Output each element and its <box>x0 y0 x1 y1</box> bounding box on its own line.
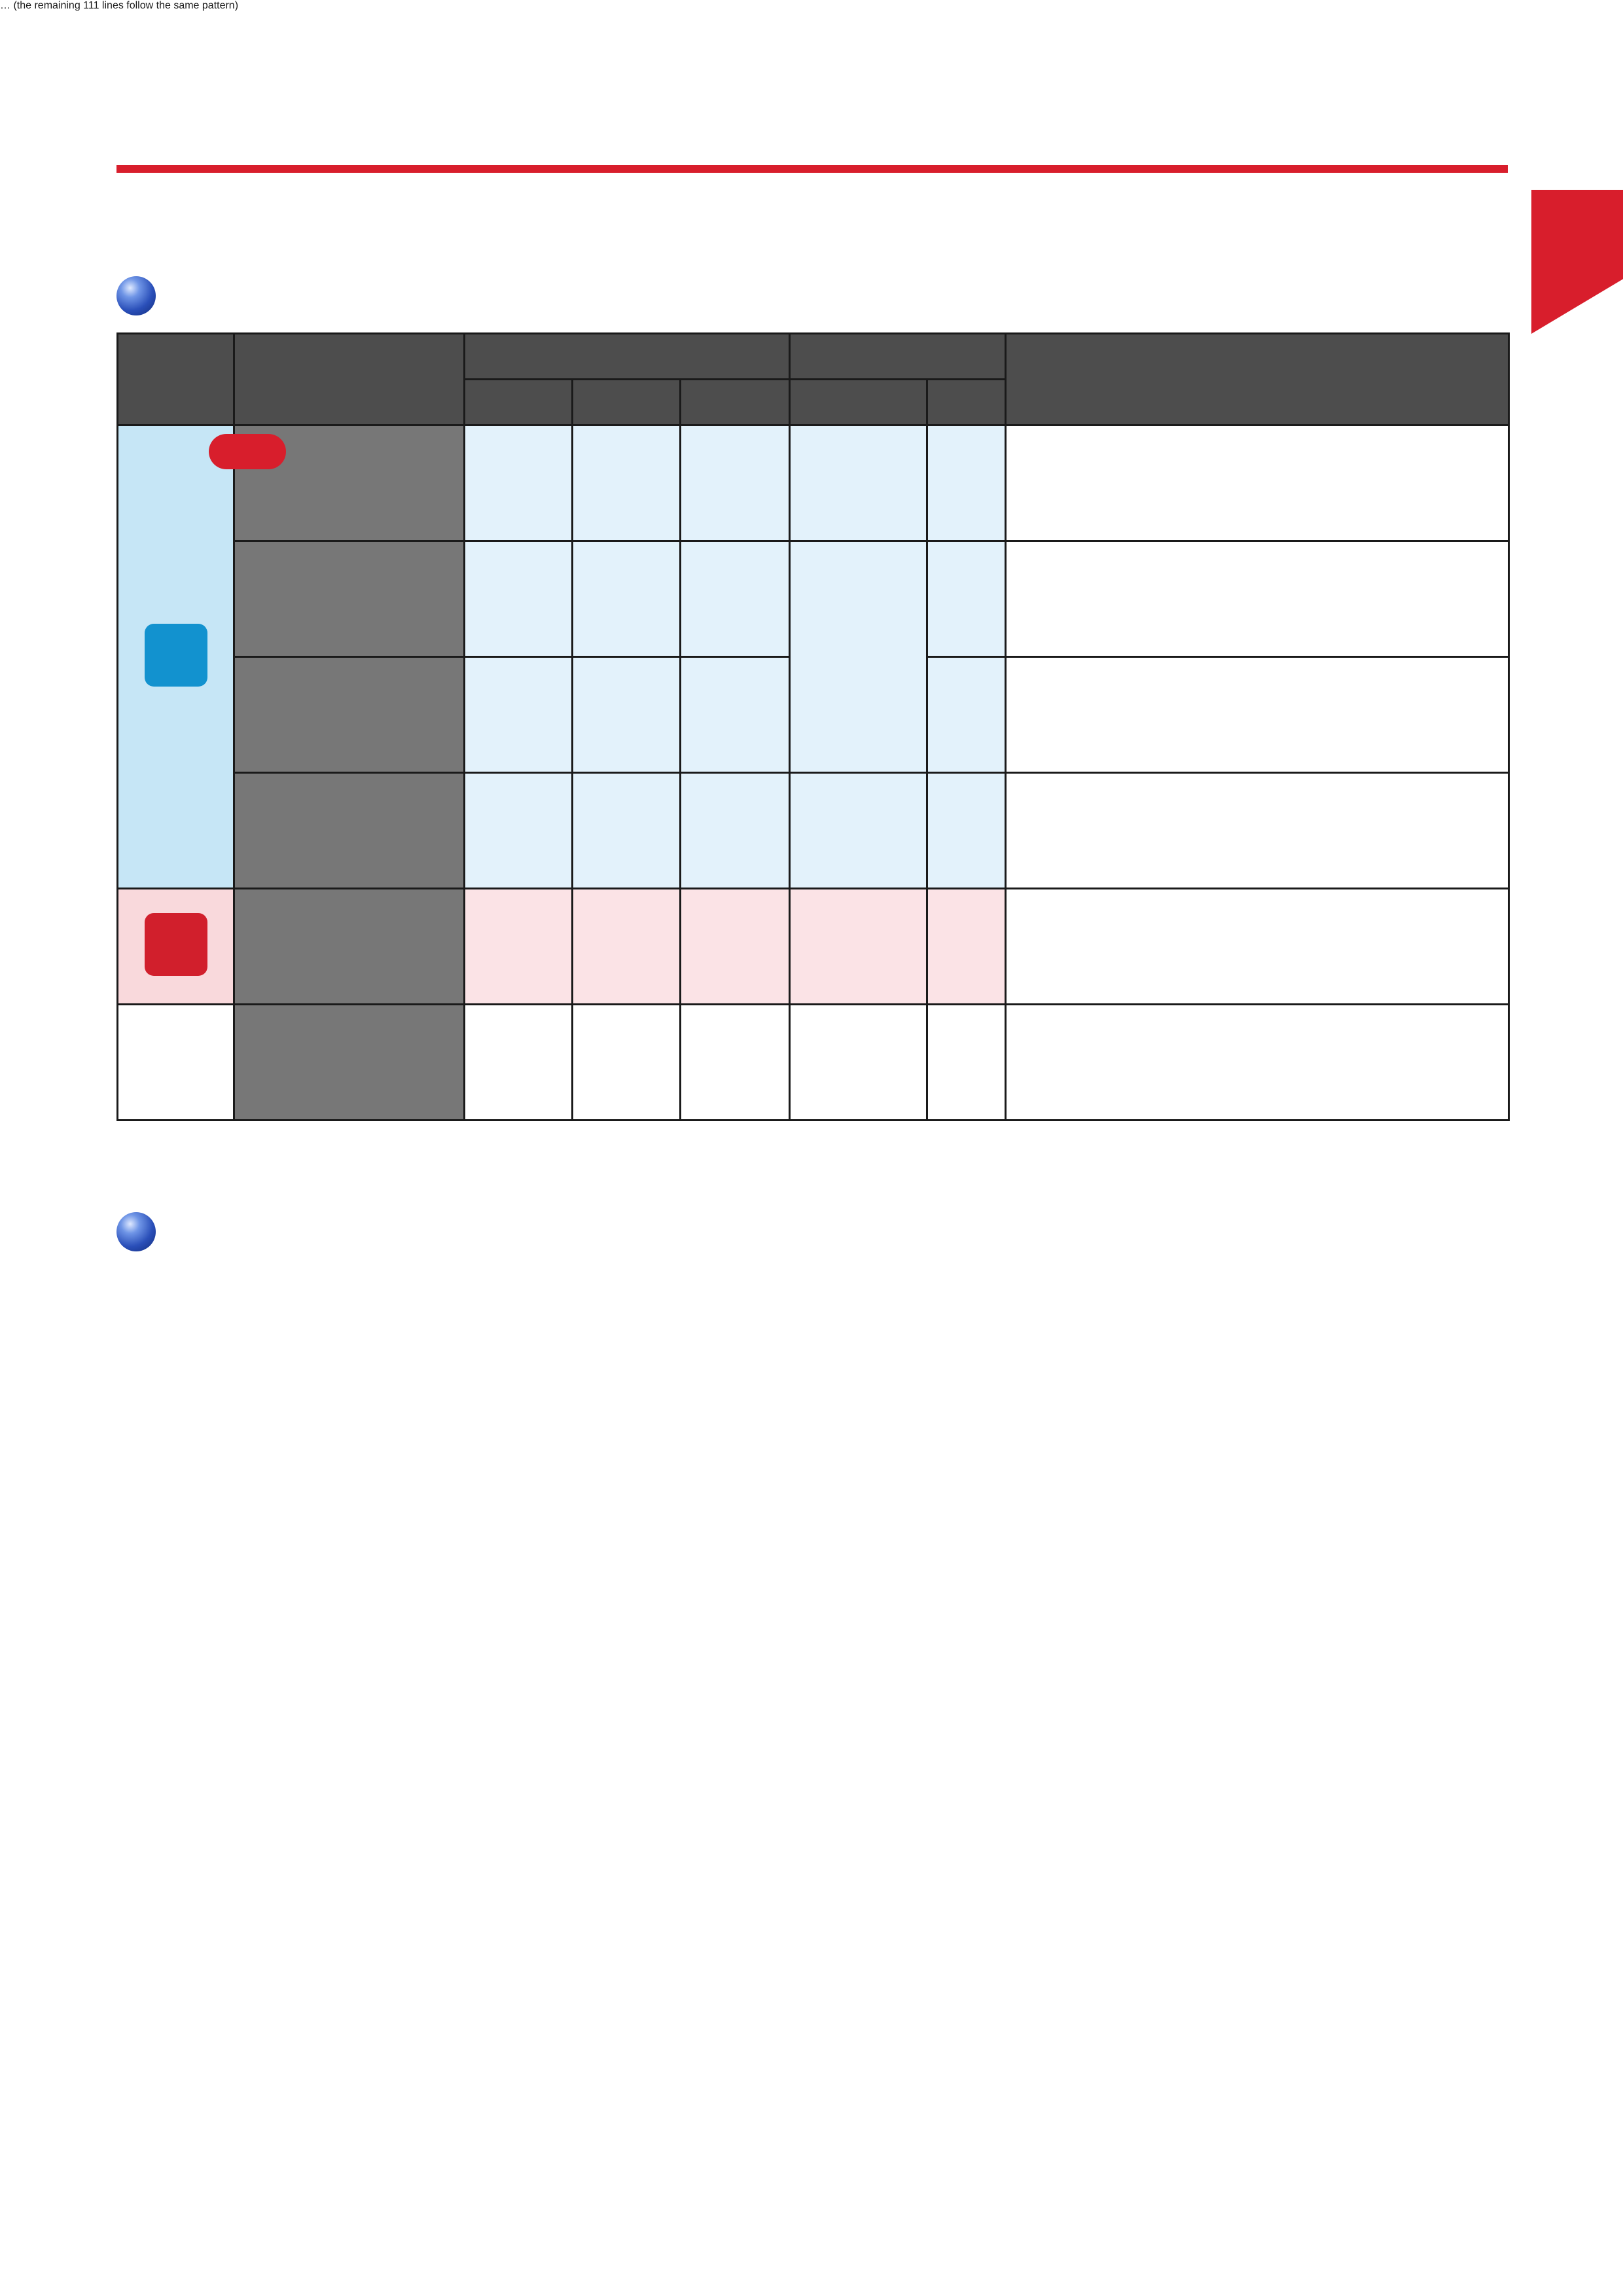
hardness-cell <box>573 541 681 657</box>
grade-cell <box>234 773 465 889</box>
header-application <box>118 334 234 425</box>
density-cell <box>465 889 573 1005</box>
table-row <box>118 425 1509 541</box>
section-title-uncoated <box>116 1211 164 1253</box>
thickness-cell <box>927 889 1006 1005</box>
header-base <box>465 334 790 380</box>
thickness-cell <box>927 657 1006 773</box>
application-cast-iron <box>118 889 234 1005</box>
thickness-cell <box>927 1005 1006 1121</box>
new-badge-icon <box>209 434 286 469</box>
header-thickness <box>927 380 1006 425</box>
tech-desc <box>1006 541 1509 657</box>
tech-desc <box>1006 1005 1509 1121</box>
hardness-cell <box>573 657 681 773</box>
blue-bullet-icon <box>116 276 156 315</box>
section-title-coated <box>116 275 164 317</box>
top-red-rule <box>116 165 1508 173</box>
header-base-alloy <box>790 380 927 425</box>
density-cell <box>465 657 573 773</box>
table-row <box>118 773 1509 889</box>
grade-cell <box>234 889 465 1005</box>
header-tech <box>1006 334 1509 425</box>
trs-cell <box>681 773 790 889</box>
grade-cell <box>234 425 465 541</box>
thickness-cell <box>927 425 1006 541</box>
p-badge-icon <box>145 624 207 687</box>
tech-desc <box>1006 773 1509 889</box>
chapter-tab[interactable] <box>1531 190 1623 334</box>
coating-cell <box>790 773 927 889</box>
application-steel <box>118 425 234 889</box>
density-cell <box>465 1005 573 1121</box>
coating-cell <box>790 889 927 1005</box>
trs-cell <box>681 541 790 657</box>
hardness-cell <box>573 1005 681 1121</box>
density-cell <box>465 773 573 889</box>
table-row <box>118 1005 1509 1121</box>
tech-desc <box>1006 657 1509 773</box>
k-badge-icon <box>145 913 207 976</box>
grade-cell <box>234 1005 465 1121</box>
blue-bullet-icon <box>116 1212 156 1251</box>
application-light-lathes <box>118 1005 234 1121</box>
hardness-cell <box>573 773 681 889</box>
table-row <box>118 889 1509 1005</box>
trs-cell <box>681 657 790 773</box>
hardness-cell <box>573 425 681 541</box>
grade-cell <box>234 657 465 773</box>
chapter-label <box>1541 347 1594 445</box>
header-hardness <box>573 380 681 425</box>
coating-cell <box>790 1005 927 1121</box>
coating-cell <box>790 425 927 541</box>
tech-desc <box>1006 889 1509 1005</box>
density-cell <box>465 425 573 541</box>
grade-cell <box>234 541 465 657</box>
coated-cermet-table <box>116 332 1510 1121</box>
coating-cell <box>790 541 927 773</box>
thickness-cell <box>927 773 1006 889</box>
trs-cell <box>681 425 790 541</box>
header-coating <box>790 334 1006 380</box>
trs-cell <box>681 1005 790 1121</box>
header-density <box>465 380 573 425</box>
hardness-cell <box>573 889 681 1005</box>
tech-desc <box>1006 425 1509 541</box>
header-grade <box>234 334 465 425</box>
thickness-cell <box>927 541 1006 657</box>
header-trs <box>681 380 790 425</box>
trs-cell <box>681 889 790 1005</box>
density-cell <box>465 541 573 657</box>
table-row <box>118 541 1509 657</box>
